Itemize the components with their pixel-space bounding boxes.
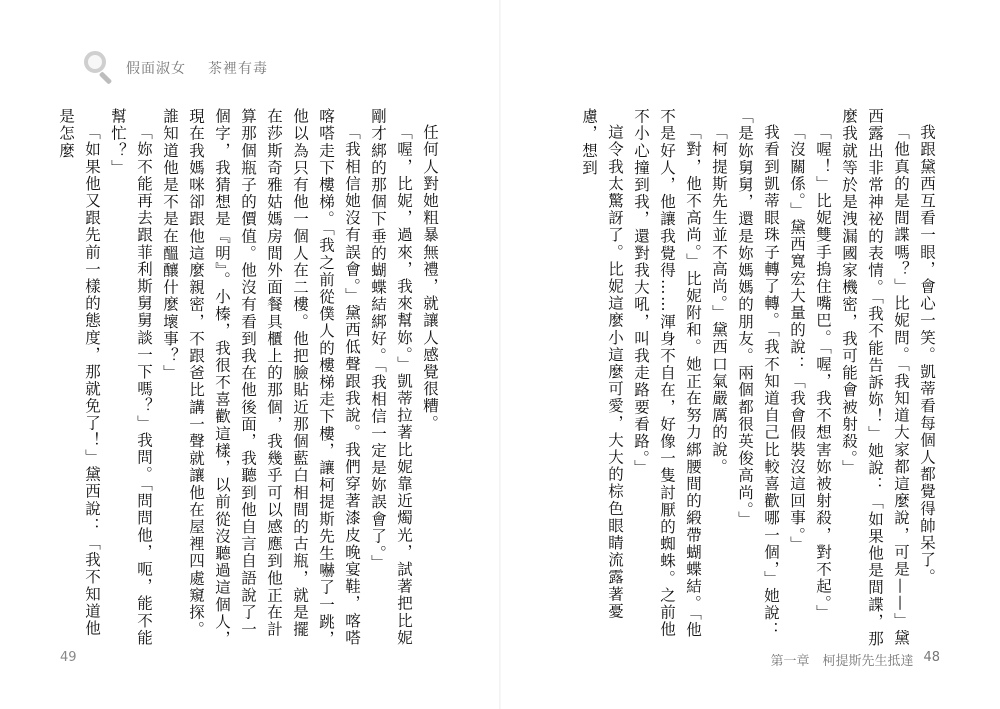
paragraph: 「妳不能再去跟菲利斯舅舅談一下嗎？」我問。「問問他，呃，能不能幫忙？」 xyxy=(109,108,153,646)
paragraph: 「柯提斯先生並不高尚。」黛西口氣嚴厲的說。 xyxy=(710,123,728,475)
magnifying-glass-icon xyxy=(82,51,116,85)
paragraph: 「喔，比妮，過來，我來幫妳。」凱蒂拉著比妮靠近燭光，試著把比妮剛才綁的那個下垂的蝴蝶結綁好。「我相信一定是妳誤會了。」 xyxy=(369,108,413,646)
chapter-subtitle: 茶裡有毒 xyxy=(208,61,268,77)
running-header xyxy=(82,48,268,88)
paragraph: 這令我太驚訝了。比妮這麼小這麼可愛，大大的棕色眼睛流露著憂慮，想到 xyxy=(580,108,624,620)
left-page-number: 49 xyxy=(60,650,77,665)
paragraph: 「如果他又跟先前一樣的態度，那就免了！」黛西說：「我不知道他是怎麼 xyxy=(57,108,101,637)
right-page-text xyxy=(575,108,940,648)
footer-chapter-title: 第一章 柯提斯先生抵達 xyxy=(770,654,914,669)
right-page-footer xyxy=(770,650,940,669)
paragraph: 「他真的是間諜嗎？」比妮問。「我知道大家都這麼說，可是——」黛西露出非常神祕的表情。「我不能告訴妳！」她說：「如果他是間諜，那麼我就等於是洩漏國家機密，我可能會被射殺。」 xyxy=(840,108,910,648)
paragraph: 「喔！」比妮雙手摀住嘴巴。「喔，我不想害妳被射殺，對不起。」 xyxy=(814,123,832,621)
paragraph: 我看到凱蒂眼珠子轉了轉。「我不知道自己比較喜歡哪一個，」她說：「是妳舅舅，還是妳媽媽的朋友。兩個都很英俊高尚。」 xyxy=(736,108,780,639)
paragraph: 任何人對她粗暴無禮，就讓人感覺很糟。 xyxy=(421,123,439,432)
paragraph: 「沒關係。」黛西寬宏大量的說：「我會假裝沒這回事。」 xyxy=(788,123,806,553)
paragraph: 我跟黛西互看一眼，會心一笑。凱蒂看每個人都覺得帥呆了。 xyxy=(918,123,936,586)
right-page-number: 48 xyxy=(923,650,940,665)
page-gutter xyxy=(499,0,501,709)
paragraph: 「我相信她沒有誤會。」黛西低聲跟我說。我們穿著漆皮晚宴鞋，喀嗒喀嗒走下樓梯。「我之前從僕人的樓梯走下樓，讓柯提斯先生嚇了一跳，他以為只有他一個人在二樓。他把臉貼近那個藍白相間的古瓶，就是擺在莎斯奇雅姑媽房間外面餐具櫃上的那個，我幾乎可以感應到他正在計算那個瓶子的價值。他沒有看到我在他後面，我聽到他自言自語說了一個字，我猜想是『明』。小榛，我很不喜歡這樣，以前從沒聽過這個人，現在我媽咪卻跟他這麼親密，不跟爸比講一聲就讓他在屋裡四處窺探。誰知道他是不是在醞釀什麼壞事？」 xyxy=(161,108,361,648)
paragraph: 「對，他不高尚。」比妮附和。她正在努力綁腰間的緞帶蝴蝶結。「他不是好人，他讓我覺得……渾身不自在，好像一隻討厭的蜘蛛。之前他不小心撞到我，還對我大吼，叫我走路要看路。」 xyxy=(632,108,702,639)
book-title: 假面淑女 xyxy=(126,61,186,77)
left-page-text xyxy=(57,108,443,648)
